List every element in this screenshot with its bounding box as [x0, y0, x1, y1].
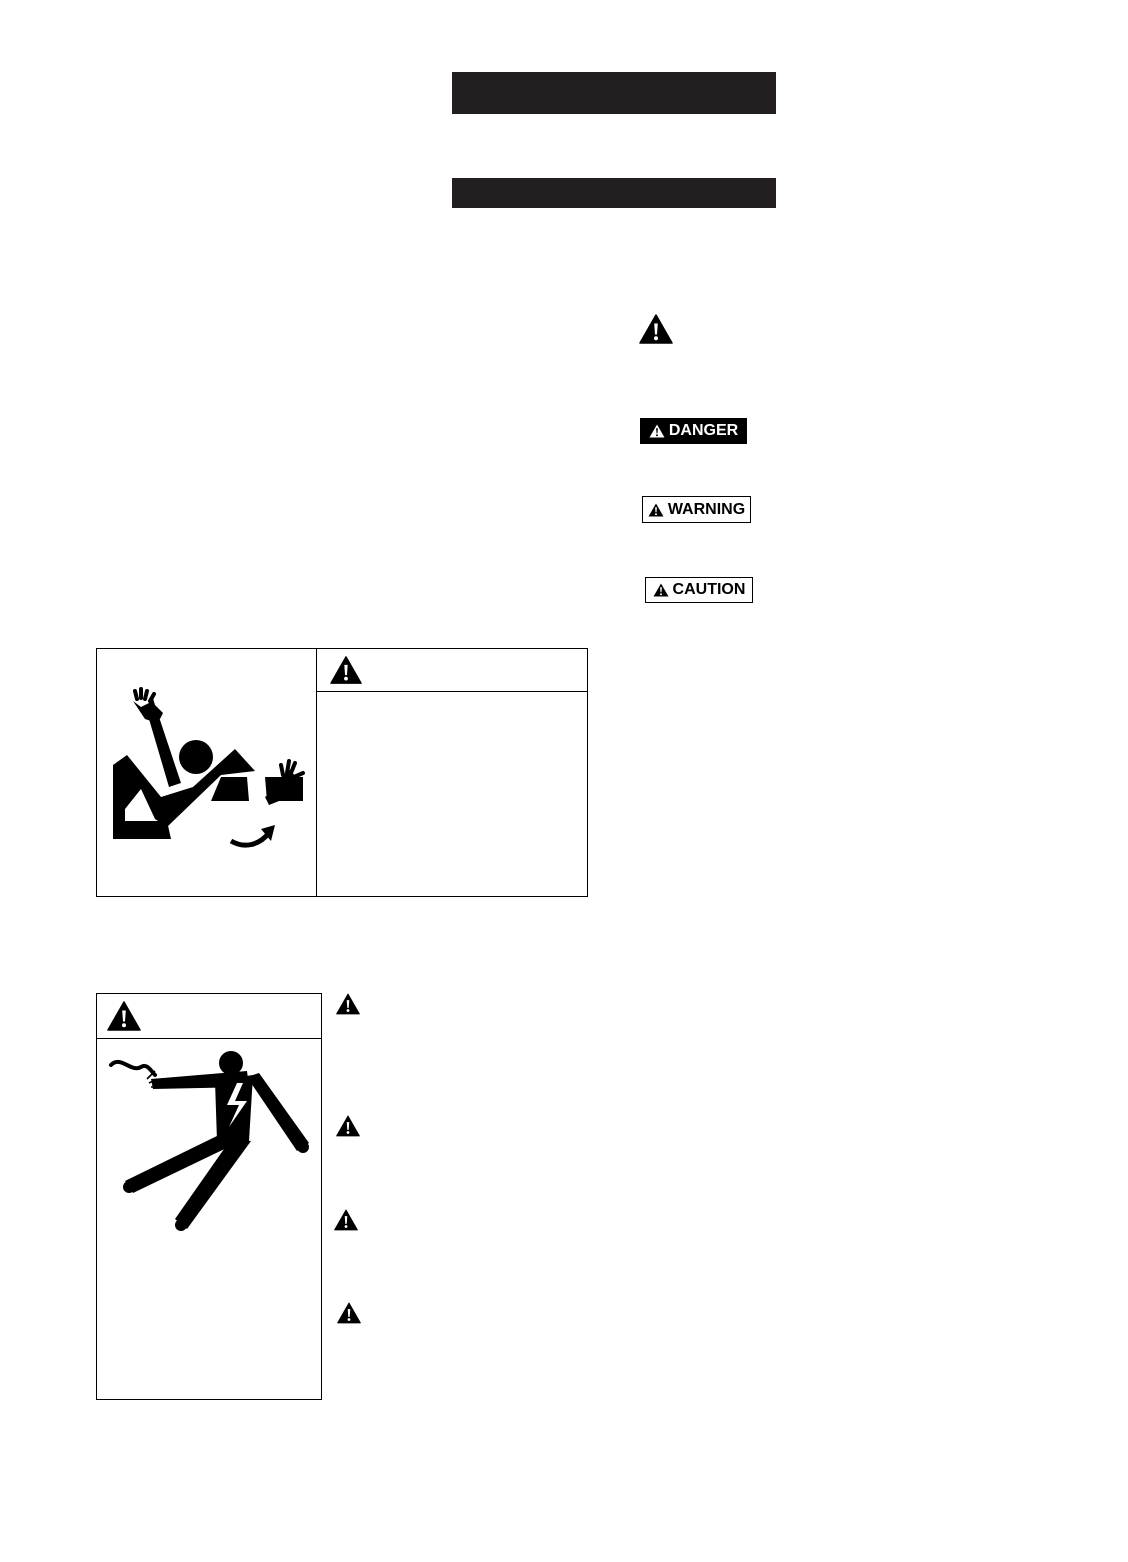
safety-alert-icon [330, 655, 362, 685]
fall-hazard-header [317, 649, 587, 692]
safety-alert-icon [649, 424, 665, 438]
safety-alert-icon [337, 1302, 361, 1324]
electric-shock-header [97, 994, 321, 1039]
danger-label: DANGER [668, 422, 739, 439]
caution-label: CAUTION [672, 581, 746, 598]
safety-alert-icon [653, 583, 669, 597]
warning-signal-word [642, 496, 751, 523]
safety-alert-icon [336, 993, 360, 1015]
fall-hazard-icon [97, 649, 315, 895]
safety-alert-icon [336, 1115, 360, 1137]
safety-alert-icon [648, 503, 664, 517]
safety-alert-icon [107, 1000, 141, 1032]
danger-signal-word [640, 418, 747, 444]
fall-hazard-pictogram-cell [97, 649, 317, 896]
electric-shock-warning-box [96, 993, 322, 1400]
safety-alert-icon [639, 314, 673, 344]
subtitle-bar [452, 178, 776, 208]
fall-hazard-warning-box [96, 648, 588, 897]
warning-label: WARNING [667, 500, 746, 518]
caution-signal-word [645, 577, 753, 603]
safety-alert-icon [334, 1209, 358, 1231]
title-bar [452, 72, 776, 114]
electric-shock-icon [97, 1039, 321, 1239]
